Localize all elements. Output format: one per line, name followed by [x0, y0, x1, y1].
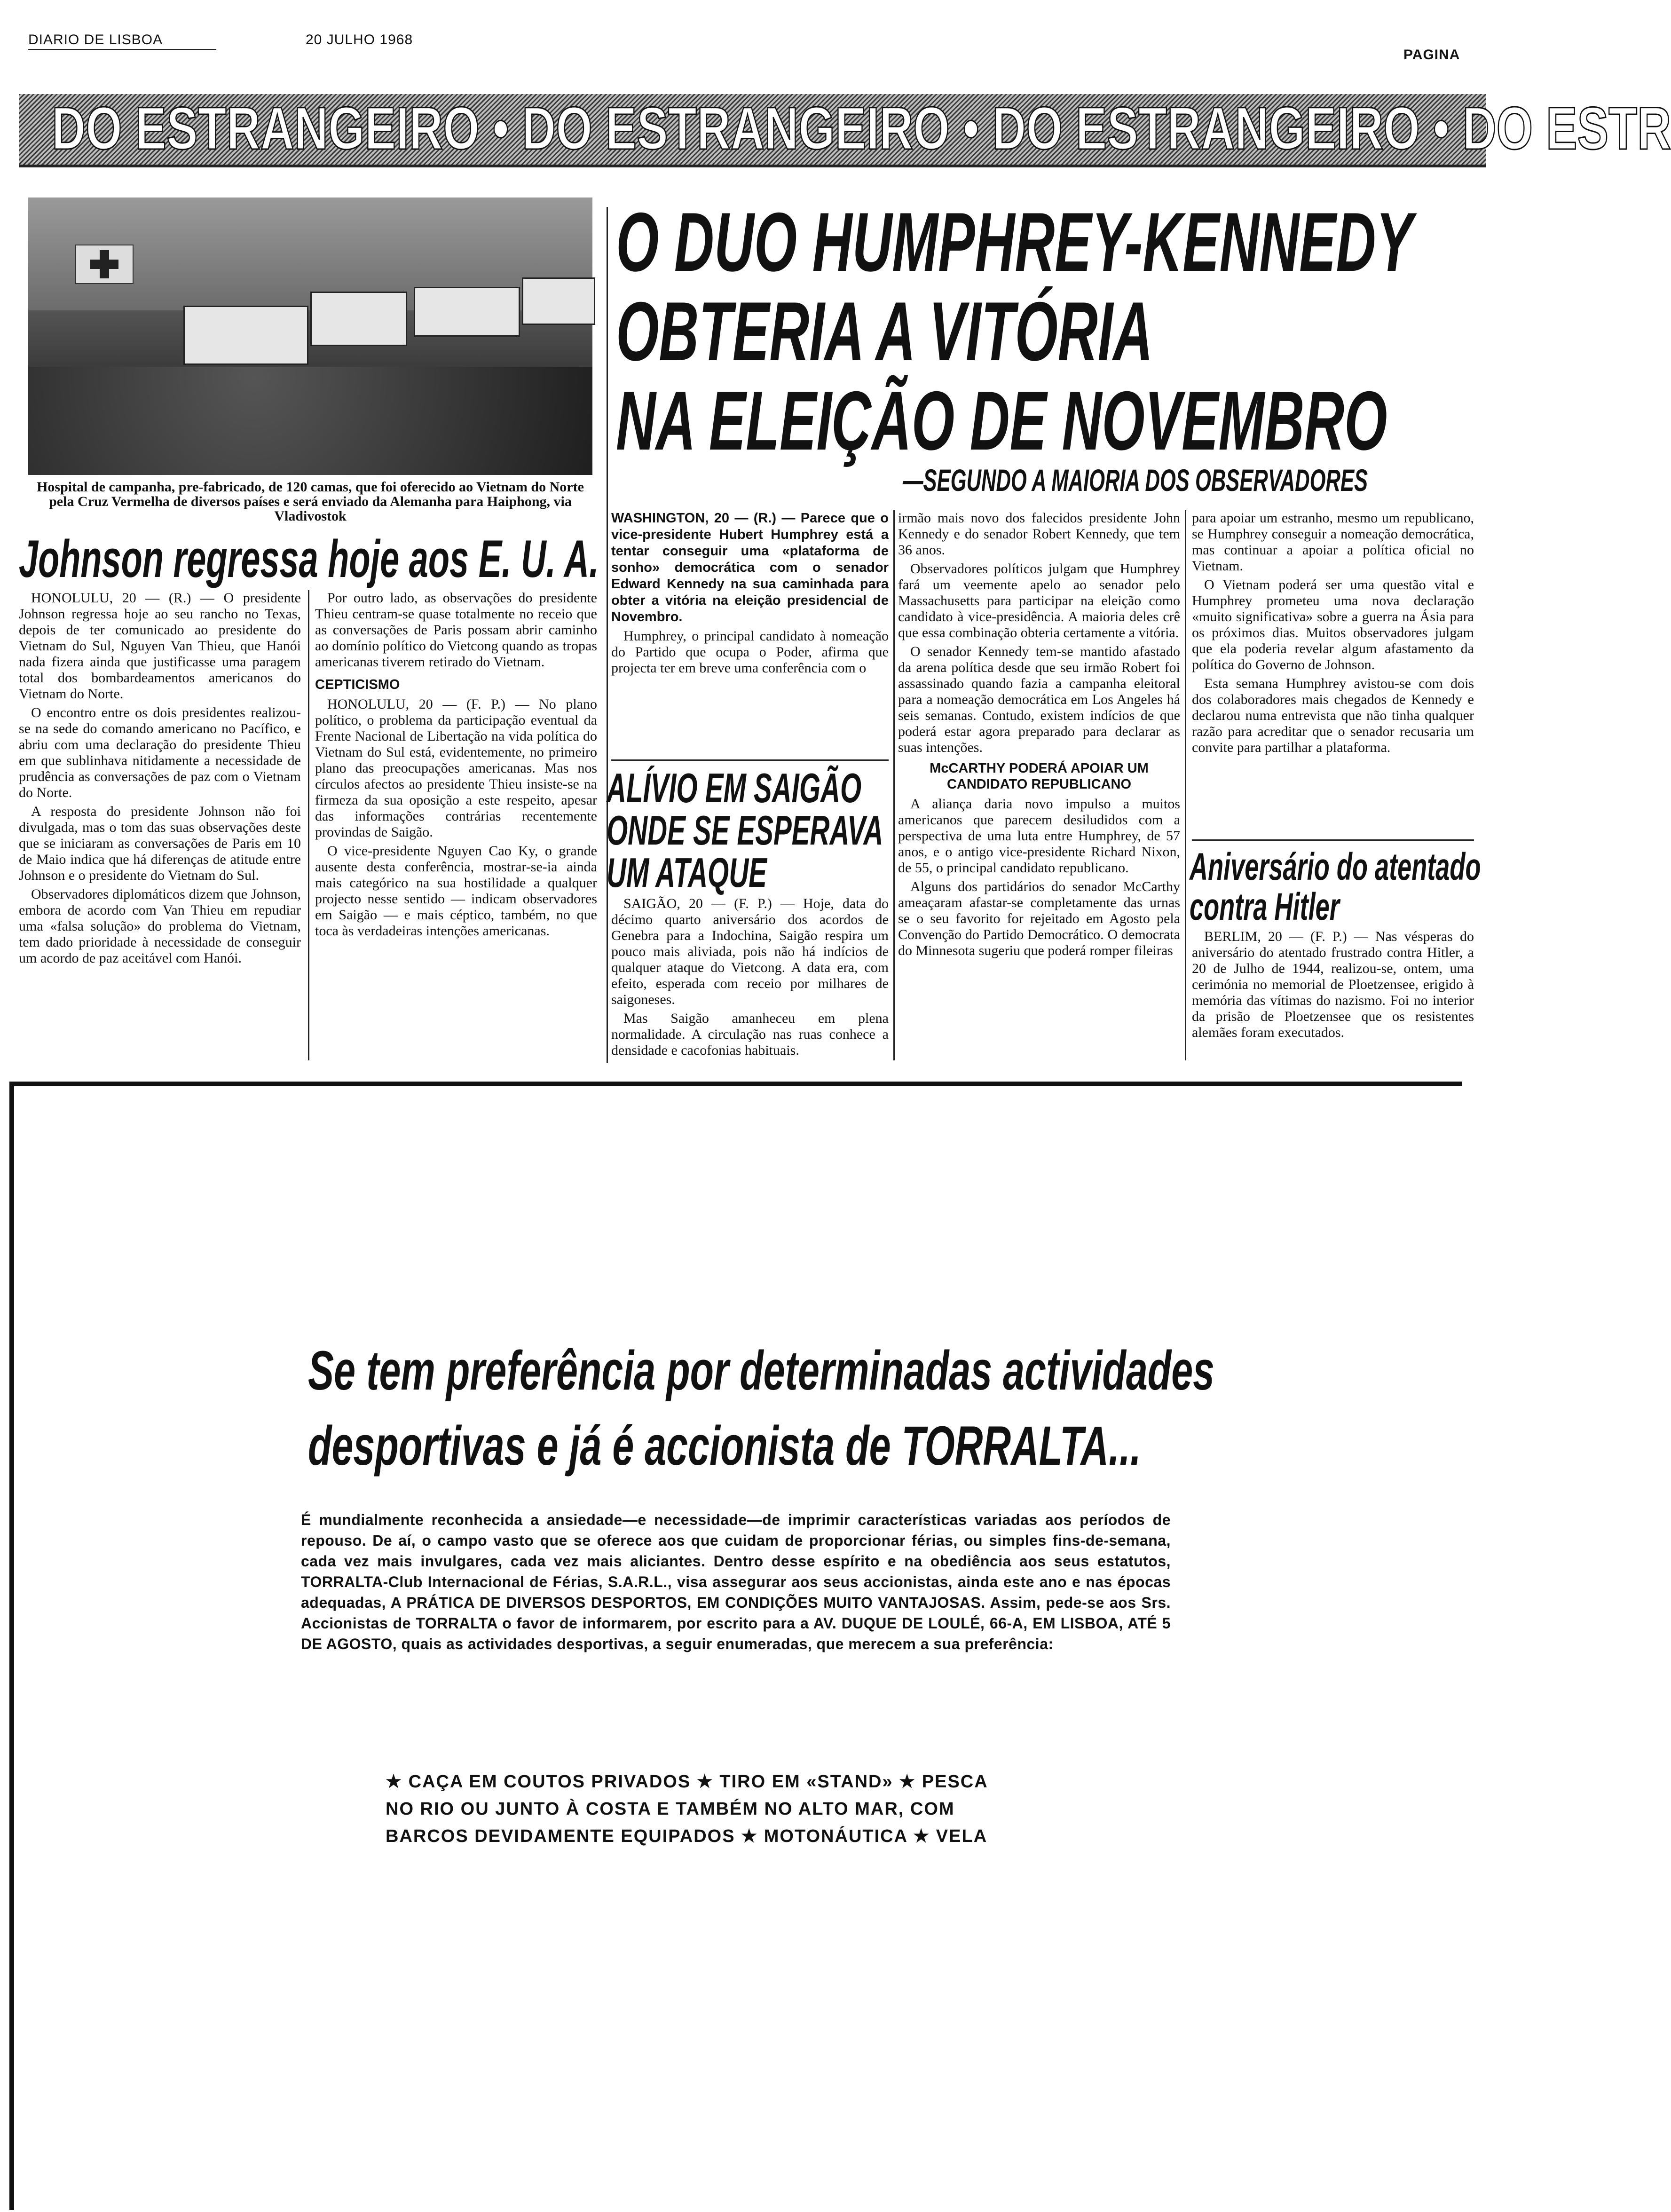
- ad-list-line: NO RIO OU JUNTO À COSTA E TAMBÉM NO ALTO MAR, COM: [386, 1799, 955, 1819]
- masthead-rule: [28, 49, 216, 50]
- article-divider: [1192, 839, 1474, 841]
- article-paragraph: SAIGÃO, 20 — (F. P.) — Hoje, data do décimo quarto aniversário dos acordos de Genebra para a Indochina, Saigão respira um pouco mais aliviada, pois não há indícios de qualquer ataque do Vietcong. A data era, com efeito, esperada com receio por milhares de saigoneses.: [611, 896, 889, 1007]
- column-rule: [893, 510, 895, 1060]
- humphrey-lead-paragraph: WASHINGTON, 20 — (R.) — Parece que o vice-presidente Hubert Humphrey está a tentar conseguir uma «plataforma de sonho» democrática com o senador Edward Kennedy na sua caminhada para obter a vitória na eleição presidencial de Novembro.: [611, 511, 889, 624]
- red-cross-flag-icon: [75, 245, 134, 284]
- masthead-page-label: PAGINA: [1403, 47, 1460, 63]
- saigao-column: [611, 896, 889, 1061]
- humphrey-subheadline: —SEGUNDO A MAIORIA DOS OBSERVADORES: [903, 463, 1368, 498]
- column-rule: [308, 590, 309, 1060]
- humphrey-headline-line-3: NA ELEIÇÃO DE NOVEMBRO: [616, 374, 1387, 467]
- article-paragraph: HONOLULU, 20 — (F. P.) — No plano político, o problema da participação eventual da Frente Nacional de Libertação na vida política do Vietnam do Sul está, evidentemente, no primeiro plano das preocupações americanas. Mas nos círculos afectos ao presidente Thieu insiste-se na firmeza da sua oposição a este respeito, apesar das informações contrárias recentemente provindas de Saigão.: [315, 696, 597, 840]
- saigao-headline-line-3: UM ATAQUE: [607, 849, 767, 896]
- article-paragraph: O Vietnam poderá ser uma questão vital e Humphrey prometeu uma nova declaração «muito significativa» sobre a guerra na Ásia para os próximos dias. Muitos observadores julgam que ela poderia revelar algum afastamento da política do Governo de Johnson.: [1192, 577, 1474, 672]
- johnson-headline: Johnson regressa hoje aos E. U. A.: [19, 529, 599, 588]
- article-paragraph: O vice-presidente Nguyen Cao Ky, o grande ausente desta conferência, mostrar-se-ia ainda mais categórico na sua hostilidade a qualquer projecto nesse sentido — indicam observadores em Saigão — e mais céptico, também, no que toca às verdadeiras intenções americanas.: [315, 843, 597, 939]
- article-paragraph: Observadores diplomáticos dizem que Johnson, embora de acordo com Van Thieu em repudiar uma «falsa solução» do problema do Vietnam, tem dado prioridade à necessidade de conseguir um acordo de paz aceitável com Hanói.: [19, 886, 301, 966]
- masthead-paper-name: DIARIO DE LISBOA: [28, 32, 163, 47]
- masthead-date: 20 JULHO 1968: [306, 32, 413, 47]
- article-paragraph: O senador Kennedy tem-se mantido afastado da arena política desde que seu irmão Robert foi assassinado quando fazia a campanha eleitoral para a nomeação democrática em Los Angeles há seis semanas. Contudo, existem indícios de que poderá estar agora preparado para declarar as suas intenções.: [898, 644, 1180, 755]
- section-banner-text: DO ESTRANGEIRO • DO ESTRANGEIRO • DO ESTRANGEIRO • DO ESTR: [52, 95, 1671, 162]
- column-rule: [1185, 510, 1186, 1060]
- humphrey-headline-line-1: O DUO HUMPHREY-KENNEDY: [616, 195, 1413, 289]
- article-paragraph: irmão mais novo dos falecidos presidente John Kennedy e do senador Robert Kennedy, que tem 36 anos.: [898, 510, 1180, 558]
- hitler-headline-line-2: contra Hitler: [1190, 885, 1340, 928]
- section-banner: [19, 94, 1671, 167]
- humphrey-headline-line-2: OBTERIA A VITÓRIA: [616, 284, 1153, 378]
- mccarthy-subhead: McCARTHY PODERÁ APOIAR UM CANDIDATO REPUBLICANO: [930, 761, 1149, 792]
- article-paragraph: Mas Saigão amanheceu em plena normalidade. A circulação nas ruas conhece a densidade e cacofonias habituais.: [611, 1011, 889, 1058]
- photo-hut: [522, 277, 595, 325]
- article-paragraph: A resposta do presidente Johnson não foi divulgada, mas o tom das suas observações deste que se iniciaram as conversações de Paris em 10 de Maio indica que há diferenças de atitude entre Johnson e o presidente do Vietnam do Sul.: [19, 804, 301, 883]
- johnson-column-1: [19, 590, 301, 969]
- article-paragraph: O encontro entre os dois presidentes realizou-se na sede do comando americano no Pacífico, e abriu com uma declaração do presidente Thieu em que sublinhava nitidamente a necessidade de prudência as conversações de paz com o Vietnam do Norte.: [19, 705, 301, 800]
- article-paragraph: Observadores políticos julgam que Humphrey fará um veemente apelo ao senador pelo Massachusetts para participar na eleição como candidato à vice-presidência. A maioria deles crê que essa combinação obteria certamente a vitória.: [898, 561, 1180, 640]
- photo-hut: [183, 306, 308, 365]
- news-photo-field-hospital: [28, 198, 592, 475]
- photo-hut: [310, 292, 407, 346]
- ad-list-line: BARCOS DEVIDAMENTE EQUIPADOS ★ MOTONÁUTICA ★ VELA: [386, 1826, 988, 1846]
- ad-top-border: [9, 1082, 1462, 1086]
- article-divider: [611, 759, 889, 761]
- article-paragraph: HONOLULU, 20 — (R.) — O presidente Johnson regressa hoje ao seu rancho no Texas, depois de ter comunicado ao presidente do Vietnam do Sul, Nguyen Van Thieu, que Hanói nada fizera ainda que justificasse uma paragem total dos bombardeamentos americanos do Vietnam do Norte.: [19, 590, 301, 702]
- article-paragraph: BERLIM, 20 — (F. P.) — Nas vésperas do aniversário do atentado frustrado contra Hitler, a 20 de Julho de 1944, realizou-se, ontem, uma cerimónia no memorial de Ploetzensee, erigido à memória das vítimas do nazismo. Foi no interior da prisão de Ploetzensee que os resistentes alemães foram executados.: [1192, 929, 1474, 1040]
- cepticismo-subhead: CEPTICISMO: [315, 677, 400, 692]
- ad-list-line: ★ CAÇA EM COUTOS PRIVADOS ★ TIRO EM «STAND» ★ PESCA: [386, 1772, 988, 1792]
- photo-caption: Hospital de campanha, pre-fabricado, de 120 camas, que foi oferecido ao Vietnam do Norte pela Cruz Vermelha de diversos países e será enviado da Alemanha para Haiphong, via Vladivostok: [37, 479, 584, 524]
- humphrey-column-1: [611, 510, 889, 679]
- photo-ground: [28, 367, 592, 475]
- article-paragraph: Humphrey, o principal candidato à nomeação do Partido que ocupa o Poder, afirma que projecta ter em breve uma conferência com o: [611, 628, 889, 676]
- column-rule: [607, 207, 608, 1063]
- article-paragraph: A aliança daria novo impulso a muitos americanos que parecem desiludidos com a perspectiva de uma luta entre Humphrey, de 57 anos, e o antigo vice-presidente Richard Nixon, de 55, o principal candidato republicano.: [898, 796, 1180, 876]
- saigao-headline-line-2: ONDE SE ESPERAVA: [607, 807, 883, 853]
- johnson-column-2: [315, 590, 597, 942]
- article-paragraph: para apoiar um estranho, mesmo um republicano, se Humphrey conseguir a nomeação democrática, mas continuar a apoiar a política oficial no Vietnam.: [1192, 510, 1474, 574]
- humphrey-column-3: [1192, 510, 1474, 758]
- article-paragraph: Esta semana Humphrey avistou-se com dois dos colaboradores mais chegados de Kennedy e declarou numa entrevista que não tinha qualquer razão para acreditar que o senador recusaria um convite para partilhar a plataforma.: [1192, 676, 1474, 755]
- article-paragraph: Por outro lado, as observações do presidente Thieu centram-se quase totalmente no receio que as conversações de Paris possam abrir caminho ao domínio político do Vietcong quando as tropas americanas tiverem retirado do Vietnam.: [315, 590, 597, 670]
- ad-left-border: [9, 1082, 14, 2210]
- article-paragraph: Alguns dos partidários do senador McCarthy ameaçaram afastar-se completamente das urnas se o seu favorito for rejeitado em Agosto pela Convenção do Partido Democrático. O democrata do Minnesota sugeriu que poderá romper fileiras: [898, 879, 1180, 958]
- hitler-headline-line-1: Aniversário do atentado: [1190, 845, 1481, 888]
- ad-headline-line-2: desportivas e já é accionista de TORRALTA...: [308, 1415, 1141, 1477]
- ad-body-text: É mundialmente reconhecida a ansiedade—e necessidade—de imprimir características variadas aos períodos de repouso. De aí, o campo vasto que se oferece aos que cuidam de proporcionar férias, ou simples fins-de-semana, cada vez mais invulgares, cada vez mais aliciantes. Dentro desse espírito e na obediência aos seus estatutos, TORRALTA-Club Internacional de Férias, S.A.R.L., visa assegurar aos seus accionistas, ainda este ano e nas épocas adequadas, A PRÁTICA DE DIVERSOS DESPORTOS, EM CONDIÇÕES MUITO VANTAJOSAS. Assim, pede-se aos Srs. Accionistas de TORRALTA o favor de informarem, por escrito para a AV. DUQUE DE LOULÉ, 66-A, EM LISBOA, ATÉ 5 DE AGOSTO, quais as actividades desportivas, a seguir enumeradas, que merecem a sua preferência:: [301, 1511, 1171, 1652]
- ad-activities-list: [386, 1768, 1185, 1850]
- hitler-column: [1192, 929, 1474, 1043]
- photo-hut: [414, 287, 520, 337]
- ad-headline-line-1: Se tem preferência por determinadas actividades: [308, 1340, 1215, 1402]
- saigao-headline-line-1: ALÍVIO EM SAIGÃO: [607, 765, 862, 811]
- humphrey-column-2: [898, 510, 1180, 962]
